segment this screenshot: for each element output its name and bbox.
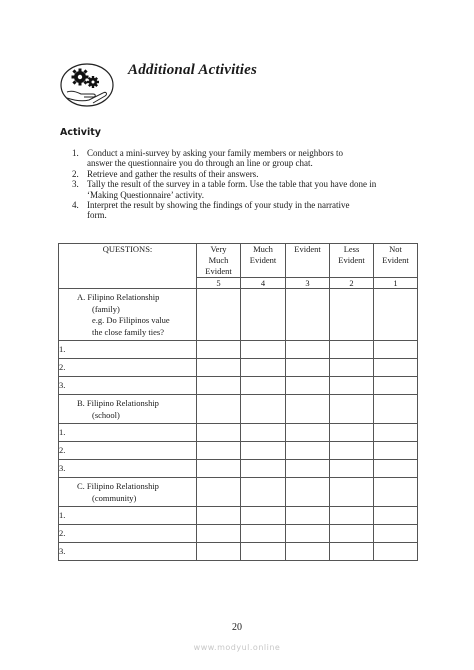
rating-cell bbox=[286, 424, 330, 442]
gears-hand-logo bbox=[59, 62, 115, 108]
rating-cell bbox=[197, 377, 241, 395]
question-group-label: C. Filipino Relationship bbox=[77, 481, 159, 491]
rating-cell bbox=[286, 359, 330, 377]
rating-cell bbox=[241, 478, 286, 507]
rating-cell bbox=[330, 424, 374, 442]
table-row bbox=[59, 543, 418, 561]
rating-cell bbox=[330, 525, 374, 543]
rating-header-line: Less bbox=[343, 244, 360, 254]
table-row bbox=[59, 460, 418, 478]
step-number: 4. bbox=[72, 200, 79, 211]
rating-cell bbox=[197, 525, 241, 543]
activity-step bbox=[72, 179, 417, 200]
step-text-line: Conduct a mini-survey by asking your family members or neighbors to bbox=[87, 148, 343, 158]
rating-cell bbox=[241, 359, 286, 377]
rating-header-line: Evident bbox=[249, 255, 277, 265]
table-row bbox=[59, 359, 418, 377]
table-row bbox=[59, 424, 418, 442]
questions-header: QUESTIONS: bbox=[59, 244, 197, 289]
rating-score: 2 bbox=[330, 278, 374, 289]
rating-cell bbox=[374, 359, 418, 377]
rating-cell bbox=[330, 543, 374, 561]
rating-cell bbox=[330, 507, 374, 525]
rating-cell bbox=[197, 478, 241, 507]
rating-cell bbox=[197, 442, 241, 460]
rating-cell bbox=[374, 341, 418, 359]
rating-cell bbox=[197, 359, 241, 377]
rating-cell bbox=[286, 341, 330, 359]
rating-cell bbox=[286, 543, 330, 561]
table-row bbox=[59, 341, 418, 359]
rating-cell bbox=[241, 543, 286, 561]
question-group-label: B. Filipino Relationship bbox=[77, 398, 159, 408]
rating-cell bbox=[241, 395, 286, 424]
rating-cell bbox=[241, 424, 286, 442]
rating-header-line: Evident bbox=[382, 255, 409, 265]
question-group-cell bbox=[59, 289, 197, 341]
step-text-line: Tally the result of the survey in a table form. Use the table that you have done in bbox=[87, 179, 377, 190]
question-group-subtext: (family) bbox=[92, 303, 120, 314]
large-gear-icon bbox=[72, 69, 89, 86]
rating-cell bbox=[241, 341, 286, 359]
rating-cell bbox=[330, 289, 374, 341]
step-number: 1. bbox=[72, 148, 79, 158]
rating-cell bbox=[330, 460, 374, 478]
rating-cell bbox=[330, 395, 374, 424]
rating-header bbox=[374, 244, 418, 278]
question-group-row bbox=[59, 395, 418, 424]
rating-cell bbox=[241, 377, 286, 395]
question-group-row bbox=[59, 478, 418, 507]
question-group-cell bbox=[59, 478, 197, 507]
question-group-subtext: (community) bbox=[92, 492, 137, 503]
rating-cell bbox=[330, 442, 374, 460]
question-item: 1. bbox=[59, 424, 197, 442]
rating-header bbox=[330, 244, 374, 278]
rating-header-line: Very bbox=[210, 244, 227, 254]
question-item: 3. bbox=[59, 460, 197, 478]
table-row bbox=[59, 525, 418, 543]
activity-heading: Activity bbox=[60, 127, 101, 138]
rating-cell bbox=[197, 289, 241, 341]
rating-cell bbox=[374, 543, 418, 561]
rating-score: 3 bbox=[286, 278, 330, 289]
question-item: 1. bbox=[59, 341, 197, 359]
rating-cell bbox=[374, 507, 418, 525]
rating-header bbox=[286, 244, 330, 278]
rating-cell bbox=[374, 424, 418, 442]
rating-cell bbox=[241, 289, 286, 341]
rating-cell bbox=[286, 460, 330, 478]
activity-step bbox=[72, 200, 417, 221]
rating-header-line: Evident bbox=[338, 255, 365, 265]
open-hand-icon bbox=[67, 91, 106, 103]
rating-header-line: Evident bbox=[294, 244, 321, 254]
rating-header-line: Evident bbox=[205, 266, 232, 276]
activity-step bbox=[72, 169, 417, 179]
question-item: 2. bbox=[59, 359, 197, 377]
question-item: 2. bbox=[59, 442, 197, 460]
rating-cell bbox=[197, 507, 241, 525]
activity-steps bbox=[72, 148, 417, 221]
rating-score: 4 bbox=[241, 278, 286, 289]
rating-cell bbox=[330, 359, 374, 377]
site-watermark: www.modyul.online bbox=[193, 643, 281, 652]
rating-cell bbox=[286, 395, 330, 424]
rating-cell bbox=[330, 478, 374, 507]
rating-cell bbox=[286, 525, 330, 543]
question-item: 3. bbox=[59, 377, 197, 395]
rating-cell bbox=[197, 395, 241, 424]
question-group-row bbox=[59, 289, 418, 341]
rating-cell bbox=[197, 460, 241, 478]
question-group-cell bbox=[59, 395, 197, 424]
small-gear-icon bbox=[87, 76, 99, 88]
question-item: 1. bbox=[59, 507, 197, 525]
rating-cell bbox=[374, 460, 418, 478]
rating-cell bbox=[197, 543, 241, 561]
rating-cell bbox=[241, 525, 286, 543]
rating-cell bbox=[374, 289, 418, 341]
rating-cell bbox=[330, 377, 374, 395]
question-item: 3. bbox=[59, 543, 197, 561]
rating-cell bbox=[241, 460, 286, 478]
rating-header-line: Much bbox=[253, 244, 273, 254]
rating-score: 5 bbox=[197, 278, 241, 289]
table-row bbox=[59, 507, 418, 525]
rating-score: 1 bbox=[374, 278, 418, 289]
rating-cell bbox=[286, 289, 330, 341]
rating-cell bbox=[241, 507, 286, 525]
rating-cell bbox=[286, 442, 330, 460]
question-group-label: A. Filipino Relationship bbox=[77, 292, 160, 302]
header-row bbox=[59, 244, 418, 278]
rating-cell bbox=[374, 442, 418, 460]
step-number: 2. bbox=[72, 168, 79, 179]
page-title: Additional Activities bbox=[128, 62, 258, 78]
rating-header bbox=[241, 244, 286, 278]
rating-header-line: Much bbox=[208, 255, 229, 265]
table-body bbox=[59, 289, 418, 561]
table-row bbox=[59, 442, 418, 460]
rating-header bbox=[197, 244, 241, 278]
table-row bbox=[59, 377, 418, 395]
rating-cell bbox=[197, 424, 241, 442]
rating-cell bbox=[286, 377, 330, 395]
rating-cell bbox=[241, 442, 286, 460]
rating-cell bbox=[197, 341, 241, 359]
question-group-subtext: e.g. Do Filipinos value bbox=[92, 315, 170, 325]
step-text-line: answer the questionnaire you do through an line or group chat. bbox=[87, 158, 313, 169]
rating-header-line: Not bbox=[389, 244, 402, 254]
step-text-line: Interpret the result by showing the findings of your study in the narrative bbox=[87, 200, 350, 211]
step-text-line: ‘Making Questionnaire’ activity. bbox=[87, 189, 204, 200]
rating-cell bbox=[374, 478, 418, 507]
rating-cell bbox=[374, 395, 418, 424]
question-group-subtext: the close family ties? bbox=[92, 326, 164, 337]
rating-cell bbox=[286, 478, 330, 507]
survey-table bbox=[58, 243, 418, 561]
page-number: 20 bbox=[232, 622, 242, 633]
rating-cell bbox=[374, 377, 418, 395]
rating-cell bbox=[330, 341, 374, 359]
question-group-subtext: (school) bbox=[92, 409, 120, 420]
activity-step bbox=[72, 148, 417, 169]
question-item: 2. bbox=[59, 525, 197, 543]
step-text-line: Retrieve and gather the results of their answers. bbox=[87, 168, 259, 179]
step-text-line: form. bbox=[87, 210, 107, 221]
rating-cell bbox=[374, 525, 418, 543]
step-number: 3. bbox=[72, 179, 79, 190]
rating-cell bbox=[286, 507, 330, 525]
